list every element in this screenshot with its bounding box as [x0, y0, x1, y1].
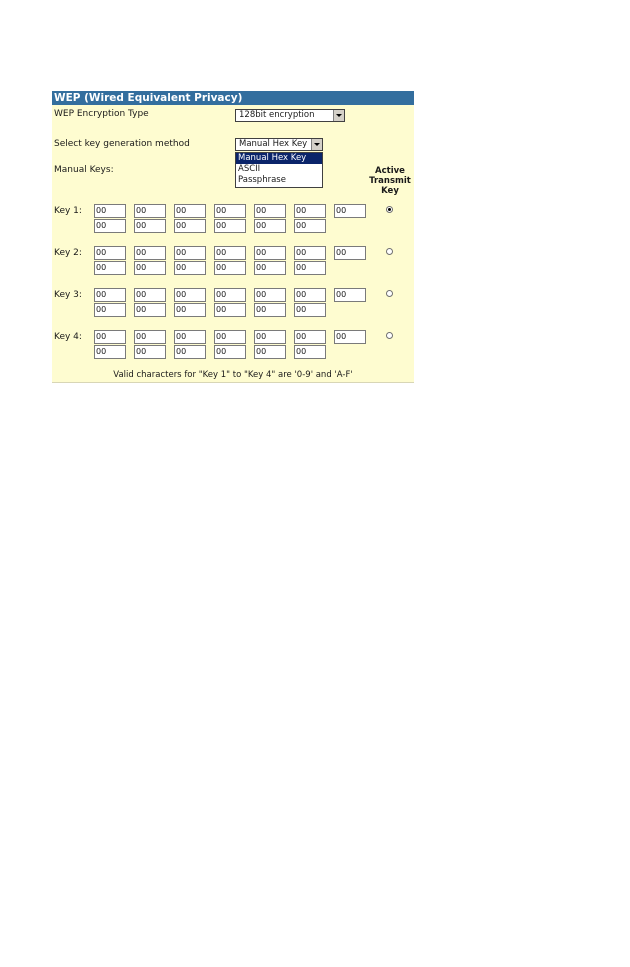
- key-2-byte-12-field[interactable]: 00: [254, 261, 286, 275]
- active-transmit-key-2-radio[interactable]: [386, 248, 393, 255]
- key-1-byte-3-field[interactable]: 00: [174, 204, 206, 218]
- key-4-byte-4-field[interactable]: 00: [214, 330, 246, 344]
- key-1-byte-12-field[interactable]: 00: [254, 219, 286, 233]
- key-1-byte-7-field[interactable]: 00: [334, 204, 366, 218]
- key-1-byte-5-field[interactable]: 00: [254, 204, 286, 218]
- key-4-byte-7-field[interactable]: 00: [334, 330, 366, 344]
- key-3-byte-2-field[interactable]: 00: [134, 288, 166, 302]
- key-3-byte-5-field[interactable]: 00: [254, 288, 286, 302]
- transmit-header-line: Transmit: [369, 176, 411, 186]
- key-2-byte-2-field[interactable]: 00: [134, 246, 166, 260]
- active-transmit-key-4-radio[interactable]: [386, 332, 393, 339]
- key-4-byte-2-field[interactable]: 00: [134, 330, 166, 344]
- key-1-byte-1-field[interactable]: 00: [94, 204, 126, 218]
- key-3-byte-8-field[interactable]: 00: [94, 303, 126, 317]
- key-row-4: [52, 329, 414, 359]
- key-4-byte-12-field[interactable]: 00: [254, 345, 286, 359]
- key-4-byte-1-field[interactable]: 00: [94, 330, 126, 344]
- key-label: Key 4:: [54, 332, 82, 342]
- key-1-byte-10-field[interactable]: 00: [174, 219, 206, 233]
- valid-characters-note: Valid characters for "Key 1" to "Key 4" are '0-9' and 'A-F': [113, 370, 353, 380]
- key-2-byte-1-field[interactable]: 00: [94, 246, 126, 260]
- encryption-type-label: WEP Encryption Type: [54, 109, 149, 119]
- key-3-byte-13-field[interactable]: 00: [294, 303, 326, 317]
- key-4-byte-9-field[interactable]: 00: [134, 345, 166, 359]
- key-label: Key 2:: [54, 248, 82, 258]
- chevron-down-icon[interactable]: [311, 139, 322, 150]
- key-method-label: Select key generation method: [54, 139, 190, 149]
- key-row-3: [52, 287, 414, 317]
- key-3-byte-9-field[interactable]: 00: [134, 303, 166, 317]
- key-2-byte-6-field[interactable]: 00: [294, 246, 326, 260]
- key-4-byte-10-field[interactable]: 00: [174, 345, 206, 359]
- key-4-byte-8-field[interactable]: 00: [94, 345, 126, 359]
- key-4-byte-3-field[interactable]: 00: [174, 330, 206, 344]
- active-transmit-key-1-radio[interactable]: [386, 206, 393, 213]
- key-2-byte-13-field[interactable]: 00: [294, 261, 326, 275]
- key-3-byte-1-field[interactable]: 00: [94, 288, 126, 302]
- key-3-byte-10-field[interactable]: 00: [174, 303, 206, 317]
- key-1-byte-4-field[interactable]: 00: [214, 204, 246, 218]
- key-2-byte-4-field[interactable]: 00: [214, 246, 246, 260]
- key-1-byte-2-field[interactable]: 00: [134, 204, 166, 218]
- key-row-2: [52, 245, 414, 275]
- encryption-type-select[interactable]: [235, 109, 345, 122]
- key-header-line: Key: [381, 186, 399, 196]
- key-label: Key 3:: [54, 290, 82, 300]
- key-2-byte-7-field[interactable]: 00: [334, 246, 366, 260]
- key-2-byte-11-field[interactable]: 00: [214, 261, 246, 275]
- key-4-byte-6-field[interactable]: 00: [294, 330, 326, 344]
- key-method-dropdown-list[interactable]: [235, 152, 323, 188]
- key-method-value: Manual Hex Key: [239, 139, 308, 149]
- key-2-byte-8-field[interactable]: 00: [94, 261, 126, 275]
- key-4-byte-11-field[interactable]: 00: [214, 345, 246, 359]
- active-transmit-key-3-radio[interactable]: [386, 290, 393, 297]
- chevron-down-icon[interactable]: [333, 110, 344, 121]
- key-3-byte-4-field[interactable]: 00: [214, 288, 246, 302]
- key-3-byte-3-field[interactable]: 00: [174, 288, 206, 302]
- panel-title: WEP (Wired Equivalent Privacy): [52, 91, 414, 105]
- key-1-byte-13-field[interactable]: 00: [294, 219, 326, 233]
- encryption-type-value: 128bit encryption: [239, 110, 315, 120]
- manual-keys-label: Manual Keys:: [54, 165, 114, 175]
- option-passphrase[interactable]: Passphrase: [238, 175, 286, 185]
- key-label: Key 1:: [54, 206, 82, 216]
- key-2-byte-10-field[interactable]: 00: [174, 261, 206, 275]
- option-manual-hex-key[interactable]: Manual Hex Key: [236, 153, 322, 164]
- key-1-byte-9-field[interactable]: 00: [134, 219, 166, 233]
- wep-panel: [52, 91, 414, 383]
- key-method-select[interactable]: [235, 138, 323, 151]
- key-row-1: [52, 203, 414, 233]
- key-4-byte-5-field[interactable]: 00: [254, 330, 286, 344]
- active-transmit-key-header: [366, 166, 414, 196]
- key-3-byte-11-field[interactable]: 00: [214, 303, 246, 317]
- option-ascii[interactable]: ASCII: [238, 164, 261, 174]
- key-1-byte-6-field[interactable]: 00: [294, 204, 326, 218]
- key-3-byte-7-field[interactable]: 00: [334, 288, 366, 302]
- active-header-line: Active: [375, 166, 405, 176]
- key-2-byte-3-field[interactable]: 00: [174, 246, 206, 260]
- key-3-byte-12-field[interactable]: 00: [254, 303, 286, 317]
- key-2-byte-9-field[interactable]: 00: [134, 261, 166, 275]
- key-1-byte-8-field[interactable]: 00: [94, 219, 126, 233]
- key-3-byte-6-field[interactable]: 00: [294, 288, 326, 302]
- key-4-byte-13-field[interactable]: 00: [294, 345, 326, 359]
- key-1-byte-11-field[interactable]: 00: [214, 219, 246, 233]
- key-2-byte-5-field[interactable]: 00: [254, 246, 286, 260]
